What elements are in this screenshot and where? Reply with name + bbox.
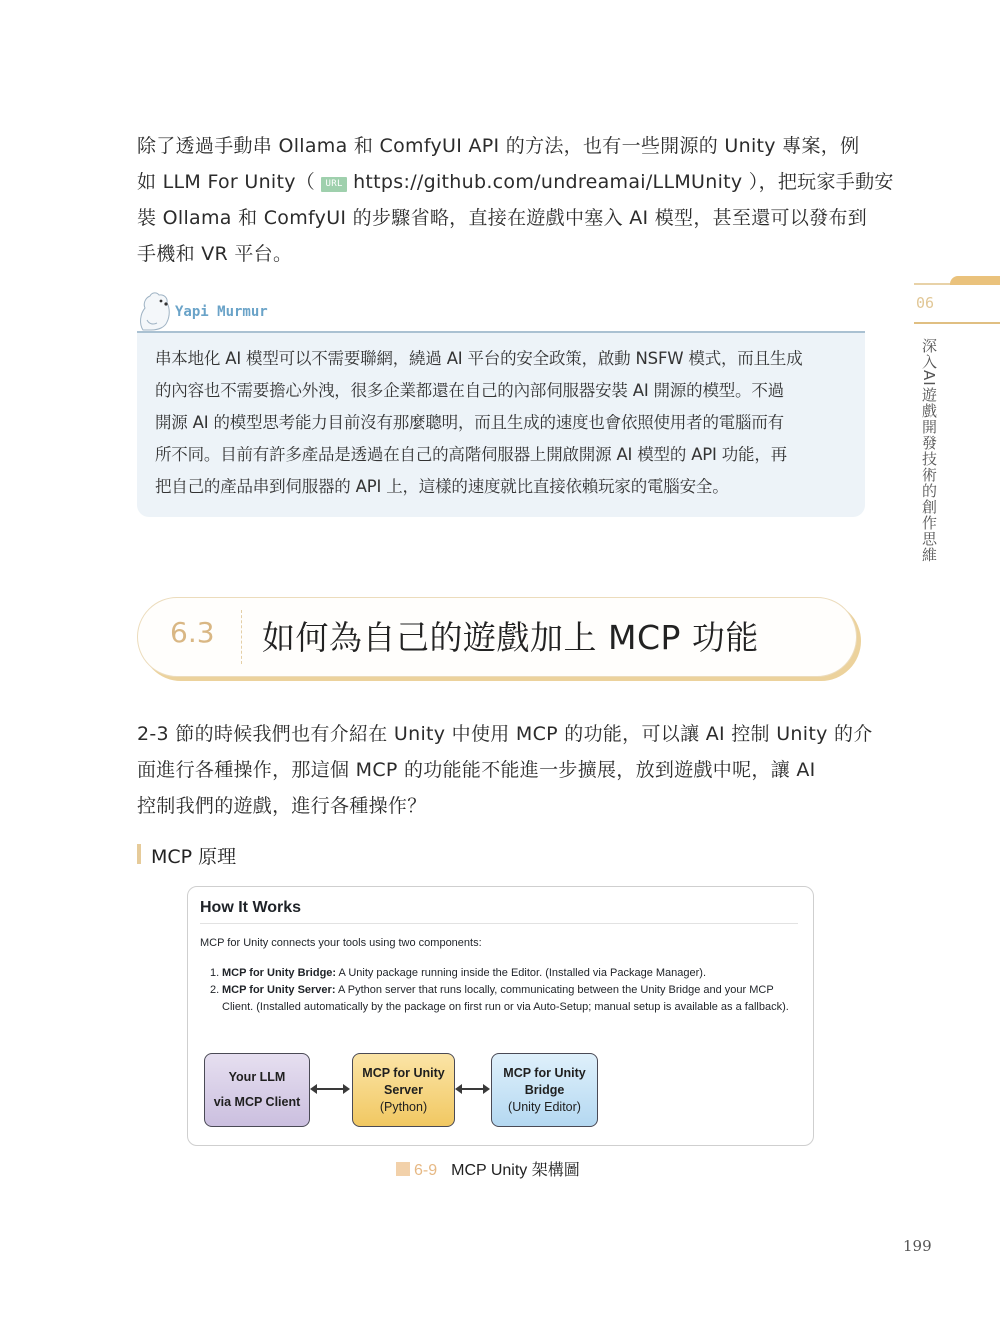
intro-line-2-prefix: 如 LLM For Unity（ [137, 171, 316, 193]
list-item-term: MCP for Unity Server: [222, 984, 336, 996]
node-label: MCP for Unity [503, 1065, 586, 1080]
note-box [137, 333, 865, 517]
figure-intro: MCP for Unity connects your tools using two components: [200, 937, 482, 949]
bidirectional-arrow-icon [312, 1088, 348, 1090]
body-line-2: 面進行各種操作，那這個 MCP 的功能能不能進一步擴展，放到遊戲中呢，讓 AI [137, 759, 816, 781]
note-text [155, 343, 855, 503]
figure-title: How It Works [200, 899, 302, 916]
side-tab-marker [950, 276, 1000, 285]
intro-line-4: 手機和 VR 平台。 [137, 243, 293, 265]
figure-list-item [210, 965, 800, 982]
list-number: 1. [210, 967, 220, 979]
node-label: MCP for Unity [362, 1065, 445, 1080]
node-your-llm [204, 1053, 310, 1127]
node-label: Server [384, 1082, 423, 1097]
node-label: via MCP Client [213, 1095, 301, 1109]
figure-how-it-works [187, 886, 814, 1146]
body-line-1: 2-3 節的時候我們也有介紹在 Unity 中使用 MCP 的功能，可以讓 AI 控制 Unity 的介 [137, 723, 873, 745]
note-line: 所不同。目前有許多產品是透過在自己的高階伺服器上開啟開源 AI 模型的 API 功能，再 [155, 445, 787, 464]
url-icon: URL [321, 177, 347, 192]
intro-line-3: 裝 Ollama 和 ComfyUI 的步驟省略，直接在遊戲中塞入 AI 模型，甚至還可以發布到 [137, 207, 868, 229]
intro-line-1: 除了透過手動串 Ollama 和 ComfyUI API 的方法，也有一些開源的 Unity 專案，例 [137, 135, 860, 157]
node-mcp-server [352, 1053, 455, 1127]
intro-line-2 [137, 164, 894, 200]
figure-caption-text: MCP Unity 架構圖 [451, 1162, 580, 1179]
section-number: 6.3 [170, 616, 215, 649]
list-item-desc: A Python server that runs locally, communicating between the Unity Bridge and your MCP Client. (Installed automatically by the package on first run or via Auto-Setup; manual setup is available as a fallback). [222, 984, 789, 1013]
node-label: Bridge [524, 1082, 565, 1097]
figure-number: 6-9 [414, 1162, 438, 1179]
subheading-text: MCP 原理 [151, 846, 237, 868]
figure-icon [396, 1162, 410, 1176]
figure-caption [396, 1157, 580, 1180]
node-label: Your LLM [228, 1070, 286, 1084]
chapter-number: 06 [916, 294, 935, 312]
note-line: 把自己的產品串到伺服器的 API 上，這樣的速度就比直接依賴玩家的電腦安全。 [155, 477, 729, 496]
side-tab-bottom-line [914, 322, 1000, 324]
note-line: 串本地化 AI 模型可以不需要聯網，繞過 AI 平台的安全政策，啟動 NSFW 模式，而且生成 [155, 349, 803, 368]
chapter-title: 深入AI遊戲開發技術的創作思維 [920, 338, 938, 563]
subheading-bar [137, 844, 141, 864]
intro-paragraph [137, 128, 894, 272]
note-title: Yapi Murmur [175, 304, 268, 320]
list-number: 2. [210, 984, 220, 996]
section-header [137, 597, 857, 677]
bidirectional-arrow-icon [457, 1088, 488, 1090]
body-line-3: 控制我們的遊戲，進行各種操作？ [137, 795, 427, 817]
figure-list-item [210, 982, 800, 1016]
note-line: 的內容也不需要擔心外洩，很多企業都還在自己的內部伺服器安裝 AI 開源的模型。不過 [155, 381, 784, 400]
figure-list [210, 965, 800, 1016]
note-line: 開源 AI 的模型思考能力目前沒有那麼聰明，而且生成的速度也會依照使用者的電腦而有 [155, 413, 784, 432]
page-number: 199 [903, 1237, 932, 1255]
note-header [137, 290, 865, 332]
node-label: (Python) [379, 1099, 428, 1114]
figure-divider [200, 923, 798, 924]
section-title: 如何為自己的遊戲加上 MCP 功能 [262, 618, 759, 657]
github-link[interactable]: https://github.com/undreamai/LLMUnity ），把玩家手動安 [353, 171, 894, 193]
list-item-desc: A Unity package running inside the Editor. (Installed via Package Manager). [336, 967, 707, 979]
node-label: (Unity Editor) [508, 1099, 581, 1114]
section-divider [241, 610, 242, 664]
polar-bear-icon [137, 290, 173, 332]
list-item-term: MCP for Unity Bridge: [222, 967, 337, 979]
node-mcp-bridge [491, 1053, 598, 1127]
body-paragraph [137, 716, 873, 824]
